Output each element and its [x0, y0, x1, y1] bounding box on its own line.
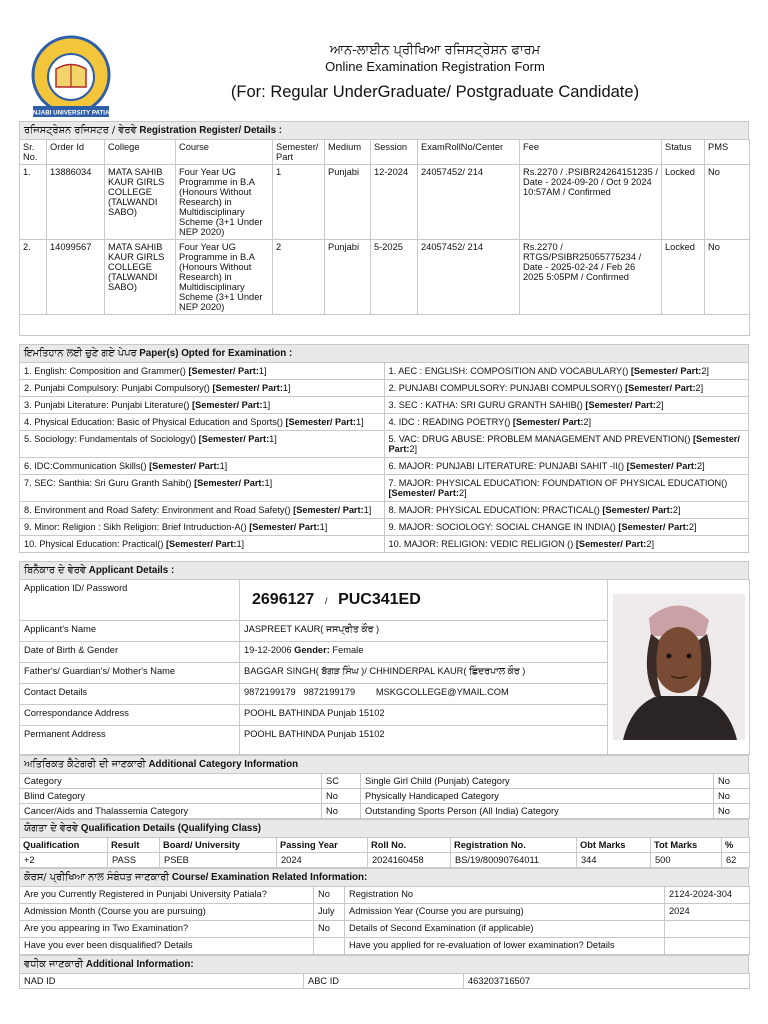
university-logo: [21, 35, 121, 121]
paper-item: [384, 475, 749, 502]
category-cell: No: [322, 789, 361, 804]
course-cell: Are you Currently Registered in Punjabi University Patiala?: [20, 887, 314, 904]
table-cell: PASS: [108, 853, 160, 868]
form-header: [19, 35, 749, 121]
table-cell: Punjabi: [325, 165, 371, 240]
column-header: Obt Marks: [577, 838, 651, 853]
paper-semester-value: 2]: [655, 400, 664, 410]
perm-address: POOHL BATHINDA Punjab 15102: [240, 726, 608, 755]
password: PUC341ED: [338, 591, 421, 608]
qualification-row: [20, 853, 750, 868]
course-cell: July: [314, 904, 345, 921]
additional-section-title: ਵਧੀਕ ਜਾਣਕਾਰੀ Additional Information:: [19, 955, 749, 973]
photo-cell: [608, 580, 750, 755]
paper-semester-value: 2]: [695, 383, 704, 393]
paper-semester-value: 2]: [458, 488, 467, 498]
category-table: [19, 773, 750, 819]
category-cell: Physically Handicaped Category: [361, 789, 714, 804]
parents-label: Father's/ Guardian's/ Mother's Name: [20, 663, 240, 684]
paper-row: [20, 380, 749, 397]
paper-item: [384, 363, 749, 380]
course-cell: Have you ever been disqualified? Details: [20, 938, 314, 955]
table-cell: MATA SAHIB KAUR GIRLS COLLEGE (TALWANDI SABO): [105, 165, 176, 240]
nad-id-label: NAD ID: [20, 974, 304, 989]
dob-label: Date of Birth & Gender: [20, 642, 240, 663]
paper-item: [20, 397, 385, 414]
paper-item: [20, 502, 385, 519]
table-cell: No: [705, 165, 750, 240]
paper-semester-value: 1]: [363, 505, 372, 515]
paper-semester-tag: [Semester/ Part:: [249, 522, 320, 532]
course-section-title: ਕੋਰਸ/ ਪ੍ਰੀਖਿਆ ਨਾਲ ਸੰਬੰਧਤ ਜਾਣਕਾਰੀ Course/ Examination Related Information:: [19, 868, 749, 886]
paper-name: 10. Physical Education: Practical(): [24, 539, 164, 549]
corr-address: POOHL BATHINDA Punjab 15102: [240, 705, 608, 726]
table-cell: BS/19/80090764011: [451, 853, 577, 868]
paper-semester-tag: [Semester/ Part:: [618, 522, 689, 532]
paper-item: [20, 536, 385, 553]
paper-name: 8. Environment and Road Safety: Environment and Road Safety(): [24, 505, 291, 515]
course-cell: Admission Month (Course you are pursuing): [20, 904, 314, 921]
category-section-title: ਅਤਿਰਿਕਤ ਕੈਟੇਗਰੀ ਦੀ ਜਾਣਕਾਰੀ Additional Category Information: [19, 755, 749, 773]
table-cell: 14099567: [47, 240, 105, 315]
table-cell: 5-2025: [371, 240, 418, 315]
column-header: Course: [176, 140, 273, 165]
column-header: Result: [108, 838, 160, 853]
paper-name: 10. MAJOR: RELIGION: VEDIC RELIGION (): [388, 539, 574, 549]
paper-item: [384, 380, 749, 397]
title-punjabi: ਆਨ-ਲਾਈਨ ਪ੍ਰੀਖਿਆ ਰਜਿਸਟ੍ਰੇਸ਼ਨ ਫਾਰਮ: [329, 43, 541, 58]
table-cell: Locked: [662, 165, 705, 240]
table-cell: 62: [722, 853, 750, 868]
paper-semester-tag: [Semester/ Part:: [165, 539, 237, 549]
paper-row: [20, 458, 749, 475]
course-row: [20, 887, 750, 904]
blank-row: [20, 315, 750, 336]
email: MSKGCOLLEGE@YMAIL.COM: [375, 687, 509, 697]
column-header: Tot Marks: [651, 838, 722, 853]
paper-semester-value: 1]: [282, 383, 291, 393]
abc-id-label: ABC ID: [304, 974, 464, 989]
paper-semester-value: 1]: [355, 417, 364, 427]
title-english: Online Examination Registration Form: [325, 59, 545, 74]
paper-semester-tag: [Semester/ Part:: [192, 400, 263, 410]
paper-semester-value: 2]: [646, 539, 655, 549]
paper-semester-value: 2]: [409, 444, 418, 454]
paper-item: [20, 380, 385, 397]
form-titles: [121, 35, 749, 102]
table-cell: 24057452/ 214: [418, 165, 520, 240]
course-cell: [314, 938, 345, 955]
paper-name: 7. MAJOR: PHYSICAL EDUCATION: FOUNDATION OF PHYSICAL EDUCATION(): [388, 478, 728, 488]
application-id: 2696127: [252, 591, 315, 608]
paper-semester-tag: [Semester/ Part:: [194, 478, 265, 488]
category-cell: Category: [20, 774, 322, 789]
table-cell: PSEB: [160, 853, 277, 868]
paper-name: 3. SEC : KATHA: SRI GURU GRANTH SAHIB(): [388, 400, 583, 410]
paper-item: [20, 519, 385, 536]
abc-id-value: 463203716507: [464, 974, 750, 989]
paper-semester-value: 2]: [688, 522, 697, 532]
paper-name: 6. IDC:Communication Skills(): [24, 461, 147, 471]
paper-row: [20, 536, 749, 553]
paper-semester-value: 2]: [672, 505, 681, 515]
dob-value: 19-12-2006: [244, 645, 292, 655]
table-cell: +2: [20, 853, 108, 868]
table-cell: 500: [651, 853, 722, 868]
perm-address-label: Permanent Address: [20, 726, 240, 755]
paper-semester-value: 1]: [262, 400, 271, 410]
paper-semester-tag: [Semester/ Part:: [212, 383, 283, 393]
course-row: [20, 938, 750, 955]
column-header: Board/ University: [160, 838, 277, 853]
phone-1: 9872199179: [244, 687, 296, 697]
gender-label: Gender:: [294, 645, 330, 655]
paper-item: [384, 414, 749, 431]
paper-semester-tag: [Semester/ Part:: [293, 505, 364, 515]
phone-2: 9872199179: [303, 687, 356, 697]
table-cell: Rs.2270 / RTGS/PSIBR25055775234 / Date - 2025-02-24 / Feb 26 2025 5:05PM / Confirmed: [520, 240, 662, 315]
category-cell: No: [322, 804, 361, 819]
name-label: Applicant's Name: [20, 621, 240, 642]
paper-item: [384, 502, 749, 519]
paper-item: [384, 458, 749, 475]
applicant-table: [19, 579, 750, 755]
category-row: [20, 774, 750, 789]
paper-semester-tag: [Semester/ Part:: [188, 366, 259, 376]
column-header: Medium: [325, 140, 371, 165]
course-cell: No: [314, 887, 345, 904]
paper-name: 4. IDC : READING POETRY(): [388, 417, 511, 427]
course-row: [20, 921, 750, 938]
category-row: [20, 789, 750, 804]
paper-row: [20, 431, 749, 458]
table-cell: 2.: [20, 240, 47, 315]
paper-semester-value: 2]: [697, 461, 705, 471]
column-header: Passing Year: [277, 838, 368, 853]
paper-item: [384, 519, 749, 536]
paper-row: [20, 397, 749, 414]
corr-address-label: Correspondance Address: [20, 705, 240, 726]
qualification-header-row: [20, 838, 750, 853]
paper-name: 5. Sociology: Fundamentals of Sociology(): [24, 434, 197, 444]
course-cell: Have you applied for re-evaluation of lower examination? Details: [345, 938, 665, 955]
paper-item: [20, 414, 385, 431]
category-row: [20, 804, 750, 819]
category-cell: No: [714, 774, 750, 789]
paper-semester-tag: [Semester/ Part:: [602, 505, 673, 515]
column-header: Sr. No.: [20, 140, 47, 165]
table-cell: 2024: [277, 853, 368, 868]
paper-name: 5. VAC: DRUG ABUSE: PROBLEM MANAGEMENT AND PREVENTION(): [388, 434, 691, 444]
column-header: Semester/ Part: [273, 140, 325, 165]
table-cell: 13886034: [47, 165, 105, 240]
paper-item: [20, 431, 385, 458]
contact-label: Contact Details: [20, 684, 240, 705]
paper-item: [20, 363, 385, 380]
paper-semester-tag: [Semester/ Part:: [149, 461, 220, 471]
gender-value: Female: [332, 645, 364, 655]
category-cell: SC: [322, 774, 361, 789]
paper-name: 2. PUNJABI COMPULSORY: PUNJABI COMPULSORY(): [388, 383, 623, 393]
column-header: Roll No.: [368, 838, 451, 853]
paper-name: 8. MAJOR: PHYSICAL EDUCATION: PRACTICAL(): [388, 505, 600, 515]
category-cell: Outstanding Sports Person (All India) Category: [361, 804, 714, 819]
paper-semester-tag: [Semester/ Part:: [285, 417, 356, 427]
paper-semester-tag: [Semester/ Part:: [585, 400, 656, 410]
course-cell: Details of Second Examination (if applicable): [345, 921, 665, 938]
paper-row: [20, 363, 749, 380]
id-separator: /: [324, 596, 328, 606]
column-header: %: [722, 838, 750, 853]
column-header: Status: [662, 140, 705, 165]
table-cell: 12-2024: [371, 165, 418, 240]
paper-item: [20, 475, 385, 502]
paper-name: 2. Punjabi Compulsory: Punjabi Compulsory(): [24, 383, 210, 393]
paper-name: 4. Physical Education: Basic of Physical Education and Sports(): [24, 417, 283, 427]
column-header: Order Id: [47, 140, 105, 165]
paper-semester-value: 1]: [269, 434, 277, 444]
logo-caption: PUNJABI UNIVERSITY PATIALA: [24, 109, 118, 117]
papers-section-title: ਇਮਤਿਹਾਨ ਲਈ ਚੁਣੇ ਗਏ ਪੇਪਰ Paper(s) Opted for Examination :: [19, 344, 749, 362]
paper-item: [20, 458, 385, 475]
table-cell: Locked: [662, 240, 705, 315]
paper-semester-tag: [Semester/ Part:: [626, 461, 698, 471]
additional-table: [19, 973, 750, 989]
table-cell: Four Year UG Programme in B.A (Honours Without Research) in Multidisciplinary Scheme (3+1 Under NEP 2020): [176, 165, 273, 240]
category-cell: No: [714, 789, 750, 804]
paper-semester-tag: [Semester/ Part:: [630, 366, 702, 376]
paper-semester-tag: [Semester/ Part:: [575, 539, 647, 549]
paper-row: [20, 475, 749, 502]
paper-item: [384, 431, 749, 458]
course-cell: Registration No: [345, 887, 665, 904]
column-header: Session: [371, 140, 418, 165]
qualification-table: [19, 837, 750, 868]
paper-semester-value: 1]: [258, 366, 267, 376]
table-cell: Punjabi: [325, 240, 371, 315]
form-subtitle: (For: Regular UnderGraduate/ Postgraduate Candidate): [230, 83, 640, 101]
registration-section-title: ਰਜਿਸਟ੍ਰੇਸ਼ਨ ਰਜਿਸਟਰ / ਵੇਰਵੇ Registration Register/ Details :: [19, 121, 749, 139]
paper-item: [384, 536, 749, 553]
table-cell: 1: [273, 165, 325, 240]
category-cell: Single Girl Child (Punjab) Category: [361, 774, 714, 789]
paper-name: 1. AEC : ENGLISH: COMPOSITION AND VOCABULARY(): [388, 366, 629, 376]
paper-name: 9. Minor: Religion : Sikh Religion: Brief Intruduction-A(): [24, 522, 247, 532]
column-header: Registration No.: [451, 838, 577, 853]
paper-name: 7. SEC: Santhia: Sri Guru Granth Sahib(): [24, 478, 192, 488]
contact-value: [240, 684, 608, 705]
course-cell: Admission Year (Course you are pursuing): [345, 904, 665, 921]
paper-semester-value: 1]: [319, 522, 328, 532]
course-cell: 2024: [665, 904, 750, 921]
column-header: ExamRollNo/Center: [418, 140, 520, 165]
paper-semester-tag: [Semester/ Part:: [625, 383, 696, 393]
course-row: [20, 904, 750, 921]
table-cell: Four Year UG Programme in B.A (Honours Without Research) in Multidisciplinary Scheme (3+1 Under NEP 2020): [176, 240, 273, 315]
table-cell: MATA SAHIB KAUR GIRLS COLLEGE (TALWANDI SABO): [105, 240, 176, 315]
table-cell: No: [705, 240, 750, 315]
table-row: [20, 240, 750, 315]
course-table: [19, 886, 750, 955]
course-cell: [665, 921, 750, 938]
paper-semester-value: 1]: [264, 478, 273, 488]
paper-name: 6. MAJOR: PUNJABI LITERATURE: PUNJABI SAHIT -II(): [388, 461, 625, 471]
registration-header-row: [20, 140, 750, 165]
column-header: PMS: [705, 140, 750, 165]
applicant-name: JASPREET KAUR( ਜਸਪ੍ਰੀਤ ਕੌਰ ): [240, 621, 608, 642]
paper-semester-value: 2]: [583, 417, 592, 427]
paper-semester-tag: [Semester/ Part:: [388, 434, 740, 454]
paper-semester-tag: [Semester/ Part:: [512, 417, 584, 427]
course-cell: Are you appearing in Two Examination?: [20, 921, 314, 938]
category-cell: No: [714, 804, 750, 819]
category-cell: Cancer/Aids and Thalassemia Category: [20, 804, 322, 819]
table-cell: 1.: [20, 165, 47, 240]
registration-form: [19, 0, 749, 989]
applicant-photo: [613, 594, 745, 740]
paper-row: [20, 414, 749, 431]
paper-semester-value: 1]: [236, 539, 245, 549]
paper-semester-tag: [Semester/ Part:: [388, 488, 459, 498]
table-cell: Rs.2270 / .PSIBR24264151235 / Date - 2024-09-20 / Oct 9 2024 10:57AM / Confirmed: [520, 165, 662, 240]
table-row: [20, 165, 750, 240]
paper-row: [20, 502, 749, 519]
paper-name: 3. Punjabi Literature: Punjabi Literature(): [24, 400, 190, 410]
category-cell: Blind Category: [20, 789, 322, 804]
dob-gender: [240, 642, 608, 663]
table-cell: 24057452/ 214: [418, 240, 520, 315]
column-header: Fee: [520, 140, 662, 165]
course-cell: [665, 938, 750, 955]
registration-table: [19, 139, 750, 336]
paper-item: [384, 397, 749, 414]
table-cell: 2: [273, 240, 325, 315]
paper-name: 1. English: Composition and Grammer(): [24, 366, 186, 376]
parents-value: BAGGAR SINGH( ਬੱਗੜ ਸਿੰਘ )/ CHHINDERPAL KAUR( ਛਿੰਦਰਪਾਲ ਕੌਰ ): [240, 663, 608, 684]
table-cell: 2024160458: [368, 853, 451, 868]
app-id-label: Application ID/ Password: [20, 580, 240, 621]
qualification-section-title: ਯੋਗਤਾ ਦੇ ਵੇਰਵੇ Qualification Details (Qualifying Class): [19, 819, 749, 837]
app-id-value: [240, 580, 608, 621]
applicant-section-title: ਬਿਨੈਕਾਰ ਦੇ ਵੇਰਵੇ Applicant Details :: [19, 561, 749, 579]
table-cell: 344: [577, 853, 651, 868]
course-cell: 2124-2024-304: [665, 887, 750, 904]
paper-semester-value: 2]: [701, 366, 709, 376]
papers-table: [19, 362, 749, 553]
column-header: Qualification: [20, 838, 108, 853]
paper-row: [20, 519, 749, 536]
paper-semester-tag: [Semester/ Part:: [198, 434, 270, 444]
course-cell: No: [314, 921, 345, 938]
paper-name: 9. MAJOR: SOCIOLOGY: SOCIAL CHANGE IN INDIA(): [388, 522, 616, 532]
column-header: College: [105, 140, 176, 165]
paper-semester-value: 1]: [219, 461, 228, 471]
